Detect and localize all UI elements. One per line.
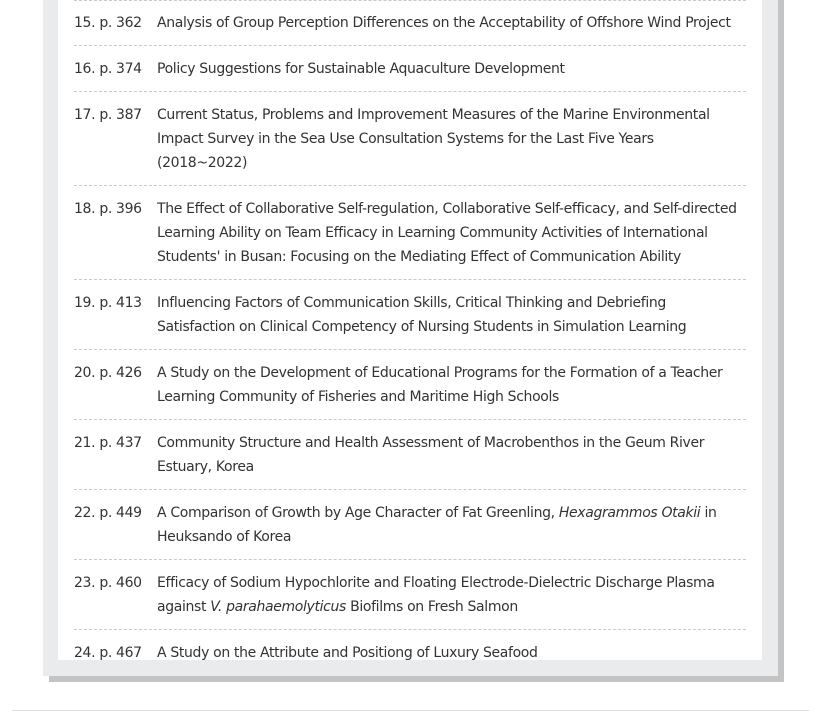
item-page-number: 23. p. 460 (74, 575, 142, 591)
contents-panel-inner (58, 0, 762, 660)
list-item[interactable] (74, 45, 746, 91)
item-title[interactable]: A Study on the Attribute and Positiong of Luxury Seafood (157, 645, 538, 661)
item-title[interactable]: Analysis of Group Perception Differences on the Acceptability of Offshore Wind Project (157, 15, 731, 31)
item-page-number: 15. p. 362 (74, 15, 142, 31)
item-page-number: 19. p. 413 (74, 295, 142, 311)
item-title[interactable]: Community Structure and Health Assessment of Macrobenthos in the Geum River Estuary, Korea (157, 435, 705, 475)
item-title[interactable]: Current Status, Problems and Improvement Measures of the Marine Environmental Impact Survey in the Sea Use Consultation Systems for the Last Five Years (2018~2022) (157, 107, 710, 171)
title-text: A Comparison of Growth by Age Character of Fat Greenling, (157, 505, 559, 521)
list-item[interactable] (74, 489, 746, 559)
footer-divider (12, 710, 809, 711)
item-page-number: 17. p. 387 (74, 107, 142, 123)
list-item[interactable] (74, 0, 746, 45)
item-title[interactable]: Policy Suggestions for Sustainable Aquaculture Development (157, 61, 565, 77)
list-item[interactable] (74, 559, 746, 629)
item-page-number: 20. p. 426 (74, 365, 142, 381)
item-page-number: 24. p. 467 (74, 645, 142, 661)
species-name: Hexagrammos Otakii (558, 505, 701, 521)
species-name: V. parahaemolyticus (210, 599, 346, 615)
title-text: in Heuksando of Korea (157, 505, 717, 545)
item-page-number: 18. p. 396 (74, 201, 142, 217)
item-title[interactable] (157, 501, 746, 549)
list-item[interactable] (74, 629, 746, 665)
list-item[interactable] (74, 349, 746, 419)
title-text: Biofilms on Fresh Salmon (345, 599, 518, 615)
item-title[interactable] (157, 571, 746, 619)
table-of-contents-list (74, 0, 746, 665)
item-page-number: 22. p. 449 (74, 505, 142, 521)
list-item[interactable] (74, 91, 746, 185)
item-page-number: 16. p. 374 (74, 61, 142, 77)
list-item[interactable] (74, 419, 746, 489)
list-item[interactable] (74, 279, 746, 349)
item-title[interactable]: Influencing Factors of Communication Skills, Critical Thinking and Debriefing Satisfaction on Clinical Competency of Nursing Students in Simulation Learning (157, 295, 687, 335)
item-page-number: 21. p. 437 (74, 435, 142, 451)
item-title[interactable]: The Effect of Collaborative Self-regulation, Collaborative Self-efficacy, and Self-directed Learning Ability on Team Efficacy in Learning Community Activities of International Students' in Busan: Focusing on the Mediating Effect of Communication Ability (157, 201, 737, 265)
item-title[interactable]: A Study on the Development of Educational Programs for the Formation of a Teacher Learning Community of Fisheries and Maritime High Schools (157, 365, 723, 405)
title-text: Efficacy of Sodium Hypochlorite and Floating Electrode-Dielectric Discharge Plasma against (157, 575, 715, 615)
contents-panel (43, 0, 778, 676)
list-item[interactable] (74, 185, 746, 279)
